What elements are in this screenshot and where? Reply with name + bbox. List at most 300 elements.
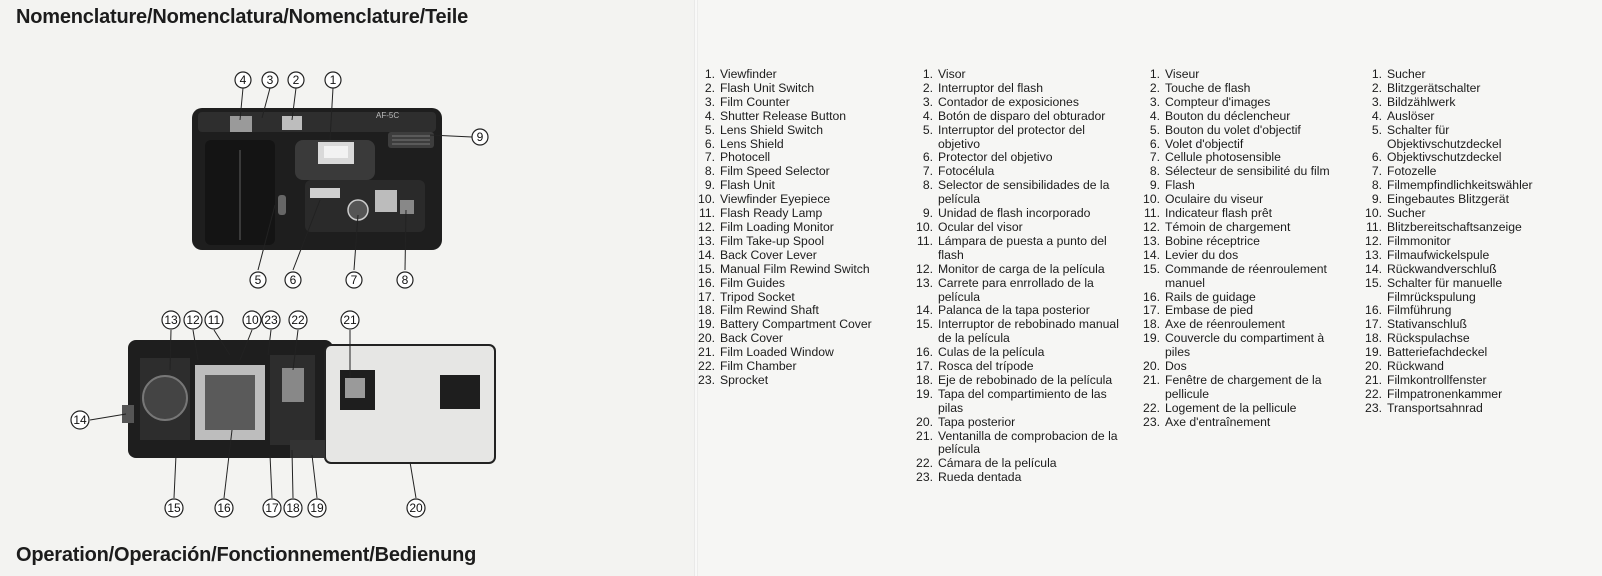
- item-label: Bouton du volet d'objectif: [1165, 122, 1301, 137]
- list-item: [1138, 402, 1348, 416]
- item-number: 7.: [1149, 150, 1160, 165]
- item-label: Schalter für manuelle Filmrückspulung: [1387, 275, 1503, 304]
- item-number: 2.: [1149, 80, 1160, 95]
- list-item: [911, 179, 1121, 207]
- list-item: [1138, 416, 1348, 430]
- list-item: [1138, 374, 1348, 402]
- item-label: Battery Compartment Cover: [720, 317, 872, 332]
- item-label: Dos: [1165, 359, 1187, 374]
- item-label: Stativanschluß: [1387, 317, 1467, 332]
- item-label: Viewfinder Eyepiece: [720, 192, 831, 207]
- item-label: Rückspulachse: [1387, 331, 1470, 346]
- item-number: 17.: [916, 359, 933, 374]
- list-item: [911, 110, 1121, 124]
- item-label: Eingebautes Blitzgerät: [1387, 192, 1509, 207]
- list-item: [693, 332, 903, 346]
- list-item: [911, 221, 1121, 235]
- camera-open-view: [122, 340, 495, 463]
- item-number: 8.: [1371, 178, 1382, 193]
- callout-23: [262, 311, 280, 329]
- list-item: [1360, 207, 1560, 221]
- svg-text:13: 13: [164, 313, 178, 327]
- list-item: [693, 179, 903, 193]
- item-label: Film Speed Selector: [720, 164, 830, 179]
- item-label: Film Rewind Shaft: [720, 303, 819, 318]
- list-item: [1360, 346, 1560, 360]
- item-number: 9.: [1371, 192, 1382, 207]
- callout-8: [397, 272, 413, 288]
- list-item: [911, 207, 1121, 221]
- list-item: [911, 374, 1121, 388]
- list-item: [1138, 110, 1348, 124]
- callout-5: [250, 272, 266, 288]
- item-label: Volet d'objectif: [1165, 136, 1244, 151]
- item-number: 20.: [916, 414, 933, 429]
- list-item: [693, 235, 903, 249]
- callout-22: [289, 311, 307, 329]
- callout-19: [308, 499, 326, 517]
- item-number: 6.: [1149, 136, 1160, 151]
- list-item: [693, 346, 903, 360]
- list-item: [693, 151, 903, 165]
- item-number: 7.: [922, 164, 933, 179]
- callout-7: [346, 272, 362, 288]
- item-number: 3.: [1149, 94, 1160, 109]
- item-number: 12.: [1365, 233, 1382, 248]
- svg-text:3: 3: [266, 73, 274, 87]
- list-item: [911, 124, 1121, 152]
- item-label: Interruptor del flash: [938, 80, 1044, 95]
- item-label: Axe de réenroulement: [1165, 317, 1285, 332]
- callout-9: [472, 129, 488, 145]
- list-item: [1360, 277, 1560, 305]
- item-number: 18.: [1365, 331, 1382, 346]
- item-label: Fotocélula: [938, 164, 995, 179]
- svg-text:14: 14: [73, 413, 87, 427]
- item-number: 13.: [1143, 233, 1160, 248]
- item-number: 1.: [1371, 67, 1382, 81]
- list-item: [911, 165, 1121, 179]
- item-number: 15.: [916, 317, 933, 332]
- item-number: 21.: [916, 428, 933, 443]
- item-label: Lámpara de puesta a punto del flash: [938, 233, 1107, 262]
- item-number: 15.: [698, 261, 715, 276]
- list-item: [1360, 332, 1560, 346]
- list-item: [693, 124, 903, 138]
- svg-text:7: 7: [350, 273, 358, 287]
- camera-model-label: AF-5C: [376, 111, 400, 120]
- list-item: [693, 360, 903, 374]
- svg-text:4: 4: [239, 73, 247, 87]
- list-item: [1360, 388, 1560, 402]
- list-item: [911, 346, 1121, 360]
- item-number: 15.: [1365, 275, 1382, 290]
- item-label: Filmführung: [1387, 303, 1452, 318]
- item-label: Interruptor del protector del objetivo: [938, 122, 1086, 151]
- item-number: 4.: [1149, 108, 1160, 123]
- item-number: 22.: [698, 359, 715, 374]
- item-number: 12.: [698, 219, 715, 234]
- list-item: [911, 430, 1121, 458]
- list-item: [1138, 332, 1348, 360]
- callout-13: [162, 311, 180, 329]
- item-label: Témoin de chargement: [1165, 219, 1291, 234]
- item-label: Rails de guidage: [1165, 289, 1256, 304]
- item-number: 6.: [704, 136, 715, 151]
- callout-17: [263, 499, 281, 517]
- item-number: 21.: [1143, 372, 1160, 387]
- item-label: Film Counter: [720, 94, 790, 109]
- item-number: 8.: [1149, 164, 1160, 179]
- item-number: 19.: [698, 317, 715, 332]
- item-number: 13.: [916, 275, 933, 290]
- callout-4: [235, 72, 251, 88]
- item-label: Back Cover: [720, 331, 783, 346]
- item-label: Flash: [1165, 178, 1195, 193]
- item-number: 14.: [698, 247, 715, 262]
- item-label: Flash Unit: [720, 178, 775, 193]
- item-label: Manual Film Rewind Switch: [720, 261, 870, 276]
- item-number: 14.: [1365, 261, 1382, 276]
- item-label: Bouton du déclencheur: [1165, 108, 1291, 123]
- list-item: [1138, 235, 1348, 249]
- item-label: Rueda dentada: [938, 470, 1022, 485]
- list-item: [1138, 318, 1348, 332]
- callout-10: [243, 311, 261, 329]
- callout-6: [285, 272, 301, 288]
- parts-list-english: [693, 68, 903, 388]
- item-label: Commande de réenroulement manuel: [1165, 261, 1327, 290]
- item-label: Film Loaded Window: [720, 345, 834, 360]
- list-item: [1360, 402, 1560, 416]
- list-item: [1360, 221, 1560, 235]
- svg-text:10: 10: [245, 313, 259, 327]
- item-label: Rückwandverschluß: [1387, 261, 1497, 276]
- item-number: 3.: [704, 94, 715, 109]
- parts-list-german: [1360, 68, 1560, 416]
- list-item: [911, 68, 1121, 82]
- list-item: [911, 457, 1121, 471]
- item-number: 14.: [916, 303, 933, 318]
- list-item: [1138, 304, 1348, 318]
- item-number: 16.: [916, 345, 933, 360]
- item-number: 12.: [916, 261, 933, 276]
- item-label: Compteur d'images: [1165, 94, 1271, 109]
- callout-2: [288, 72, 304, 88]
- item-number: 22.: [1143, 400, 1160, 415]
- list-item: [693, 374, 903, 388]
- item-label: Ventanilla de comprobacion de la película: [938, 428, 1118, 457]
- item-label: Lens Shield Switch: [720, 122, 823, 137]
- item-number: 11.: [698, 206, 715, 221]
- item-number: 20.: [1365, 359, 1382, 374]
- svg-text:17: 17: [265, 501, 279, 515]
- item-label: Cámara de la película: [938, 456, 1057, 471]
- item-label: Blitzbereitschaftsanzeige: [1387, 219, 1522, 234]
- list-item: [1360, 193, 1560, 207]
- list-item: [1360, 360, 1560, 374]
- callout-3: [262, 72, 278, 88]
- item-number: 19.: [1365, 345, 1382, 360]
- item-label: Schalter für Objektivschutzdeckel: [1387, 122, 1502, 151]
- callout-16: [215, 499, 233, 517]
- item-number: 1.: [1149, 67, 1160, 81]
- svg-text:11: 11: [207, 313, 221, 327]
- list-item: [693, 96, 903, 110]
- item-number: 2.: [704, 80, 715, 95]
- item-label: Blitzgerätschalter: [1387, 80, 1481, 95]
- item-label: Monitor de carga de la película: [938, 261, 1105, 276]
- list-item: [1138, 249, 1348, 263]
- list-item: [911, 416, 1121, 430]
- item-number: 20.: [698, 331, 715, 346]
- item-label: Carrete para enrrollado de la película: [938, 275, 1094, 304]
- item-number: 4.: [1371, 108, 1382, 123]
- item-number: 13.: [1365, 247, 1382, 262]
- list-item: [693, 110, 903, 124]
- item-label: Film Chamber: [720, 359, 797, 374]
- page-title: Nomenclature/Nomenclatura/Nomenclature/Teile: [16, 6, 469, 28]
- item-label: Interruptor de rebobinado manual de la película: [938, 317, 1119, 346]
- camera-illustrations: [0, 0, 696, 576]
- item-label: Cellule photosensible: [1165, 150, 1281, 165]
- item-number: 12.: [1143, 219, 1160, 234]
- item-number: 21.: [1365, 372, 1382, 387]
- svg-text:20: 20: [409, 501, 423, 515]
- item-label: Tapa del compartimiento de las pilas: [938, 386, 1107, 415]
- item-number: 10.: [1143, 192, 1160, 207]
- item-label: Shutter Release Button: [720, 108, 847, 123]
- list-item: [693, 82, 903, 96]
- callout-14: [71, 411, 89, 429]
- svg-text:8: 8: [401, 273, 409, 287]
- item-label: Auslöser: [1387, 108, 1435, 123]
- callout-21: [341, 311, 359, 329]
- list-item: [911, 82, 1121, 96]
- svg-text:18: 18: [286, 501, 300, 515]
- item-number: 23.: [698, 372, 715, 387]
- item-label: Botón de disparo del obturador: [938, 108, 1106, 123]
- item-number: 3.: [1371, 94, 1382, 109]
- svg-text:6: 6: [289, 273, 297, 287]
- item-label: Rückwand: [1387, 359, 1444, 374]
- item-label: Sucher: [1387, 67, 1426, 81]
- list-item: [911, 304, 1121, 318]
- list-item: [911, 277, 1121, 305]
- item-label: Bobine réceptrice: [1165, 233, 1260, 248]
- list-item: [1138, 96, 1348, 110]
- item-number: 17.: [1365, 317, 1382, 332]
- item-label: Flash Unit Switch: [720, 80, 815, 95]
- item-label: Lens Shield: [720, 136, 784, 151]
- list-item: [911, 318, 1121, 346]
- item-label: Sélecteur de sensibilité du film: [1165, 164, 1330, 179]
- item-label: Filmmonitor: [1387, 233, 1451, 248]
- list-item: [1360, 179, 1560, 193]
- item-label: Sprocket: [720, 372, 769, 387]
- list-item: [693, 249, 903, 263]
- svg-text:16: 16: [217, 501, 231, 515]
- callout-12: [184, 311, 202, 329]
- item-label: Couvercle du compartiment à piles: [1165, 331, 1325, 360]
- item-number: 8.: [922, 178, 933, 193]
- item-label: Indicateur flash prêt: [1165, 206, 1273, 221]
- item-label: Levier du dos: [1165, 247, 1239, 262]
- item-number: 21.: [698, 345, 715, 360]
- item-label: Tripod Socket: [720, 289, 795, 304]
- item-number: 23.: [916, 470, 933, 485]
- list-item: [911, 235, 1121, 263]
- item-label: Viewfinder: [720, 67, 777, 81]
- list-item: [693, 193, 903, 207]
- list-item: [1360, 263, 1560, 277]
- item-label: Filmpatronenkammer: [1387, 386, 1503, 401]
- callout-20: [407, 499, 425, 517]
- item-label: Oculaire du viseur: [1165, 192, 1264, 207]
- list-item: [1138, 82, 1348, 96]
- section-heading-operation: Operation/Operación/Fonctionnement/Bedienung: [16, 544, 477, 566]
- item-number: 22.: [1365, 386, 1382, 401]
- list-item: [1360, 151, 1560, 165]
- item-label: Protector del objetivo: [938, 150, 1053, 165]
- list-item: [693, 263, 903, 277]
- item-label: Tapa posterior: [938, 414, 1016, 429]
- svg-text:21: 21: [343, 313, 357, 327]
- item-label: Logement de la pellicule: [1165, 400, 1297, 415]
- item-label: Filmaufwickelspule: [1387, 247, 1490, 262]
- callout-1: [325, 72, 341, 88]
- item-label: Flash Ready Lamp: [720, 206, 823, 221]
- item-number: 18.: [916, 372, 933, 387]
- list-item: [693, 165, 903, 179]
- item-label: Rosca del trípode: [938, 359, 1034, 374]
- list-item: [911, 360, 1121, 374]
- list-item: [911, 263, 1121, 277]
- list-item: [1138, 165, 1348, 179]
- svg-text:15: 15: [167, 501, 181, 515]
- list-item: [1138, 291, 1348, 305]
- item-number: 4.: [922, 108, 933, 123]
- list-item: [1360, 318, 1560, 332]
- list-item: [1138, 221, 1348, 235]
- list-item: [1360, 110, 1560, 124]
- item-number: 18.: [698, 303, 715, 318]
- list-item: [1360, 235, 1560, 249]
- list-item: [693, 291, 903, 305]
- item-label: Bildzählwerk: [1387, 94, 1456, 109]
- item-label: Eje de rebobinado de la película: [938, 372, 1113, 387]
- item-number: 7.: [1371, 164, 1382, 179]
- list-item: [1360, 82, 1560, 96]
- item-number: 23.: [1365, 400, 1382, 415]
- item-number: 10.: [916, 219, 933, 234]
- item-number: 1.: [922, 67, 933, 81]
- list-item: [693, 138, 903, 152]
- item-number: 6.: [922, 150, 933, 165]
- list-item: [693, 318, 903, 332]
- item-label: Film Take-up Spool: [720, 233, 825, 248]
- item-number: 2.: [1371, 80, 1382, 95]
- item-label: Filmempfindlichkeitswähler: [1387, 178, 1533, 193]
- item-label: Fenêtre de chargement de la pellicule: [1165, 372, 1322, 401]
- item-label: Transportsahnrad: [1387, 400, 1483, 415]
- item-label: Film Guides: [720, 275, 786, 290]
- item-label: Touche de flash: [1165, 80, 1251, 95]
- item-label: Fotozelle: [1387, 164, 1437, 179]
- item-number: 22.: [916, 456, 933, 471]
- list-item: [1360, 96, 1560, 110]
- svg-text:1: 1: [329, 73, 337, 87]
- item-number: 16.: [1143, 289, 1160, 304]
- svg-text:12: 12: [186, 313, 200, 327]
- item-number: 13.: [698, 233, 715, 248]
- list-item: [911, 96, 1121, 110]
- item-label: Visor: [938, 67, 966, 81]
- callout-15: [165, 499, 183, 517]
- list-item: [1360, 249, 1560, 263]
- item-number: 16.: [698, 275, 715, 290]
- svg-text:19: 19: [310, 501, 324, 515]
- item-label: Palanca de la tapa posterior: [938, 303, 1090, 318]
- item-number: 5.: [922, 122, 933, 137]
- list-item: [693, 277, 903, 291]
- list-item: [1360, 165, 1560, 179]
- list-item: [693, 304, 903, 318]
- svg-text:22: 22: [291, 313, 305, 327]
- list-item: [1360, 374, 1560, 388]
- item-number: 2.: [922, 80, 933, 95]
- callout-18: [284, 499, 302, 517]
- item-number: 5.: [1371, 122, 1382, 137]
- list-item: [1360, 124, 1560, 152]
- list-item: [1138, 68, 1348, 82]
- item-number: 6.: [1371, 150, 1382, 165]
- svg-text:9: 9: [476, 130, 484, 144]
- item-number: 17.: [1143, 303, 1160, 318]
- item-label: Objektivschutzdeckel: [1387, 150, 1502, 165]
- item-label: Photocell: [720, 150, 771, 165]
- item-label: Contador de exposiciones: [938, 94, 1079, 109]
- item-number: 18.: [1143, 317, 1160, 332]
- list-item: [1138, 179, 1348, 193]
- svg-text:23: 23: [264, 313, 278, 327]
- item-number: 16.: [1365, 303, 1382, 318]
- item-number: 19.: [916, 386, 933, 401]
- item-number: 9.: [1149, 178, 1160, 193]
- item-number: 8.: [704, 164, 715, 179]
- item-number: 11.: [1365, 219, 1382, 234]
- list-item: [693, 68, 903, 82]
- list-item: [1138, 207, 1348, 221]
- item-number: 11.: [916, 233, 933, 248]
- item-label: Film Loading Monitor: [720, 219, 834, 234]
- list-item: [1138, 124, 1348, 138]
- item-label: Selector de sensibilidades de la película: [938, 178, 1110, 207]
- list-item: [1138, 151, 1348, 165]
- item-number: 7.: [704, 150, 715, 165]
- list-item: [1138, 138, 1348, 152]
- item-number: 5.: [1149, 122, 1160, 137]
- item-label: Embase de pied: [1165, 303, 1254, 318]
- item-label: Filmkontrollfenster: [1387, 372, 1487, 387]
- item-number: 17.: [698, 289, 715, 304]
- item-number: 1.: [704, 67, 715, 81]
- item-number: 23.: [1143, 414, 1160, 429]
- item-label: Batteriefachdeckel: [1387, 345, 1488, 360]
- item-label: Sucher: [1387, 206, 1426, 221]
- list-item: [693, 221, 903, 235]
- list-item: [1138, 263, 1348, 291]
